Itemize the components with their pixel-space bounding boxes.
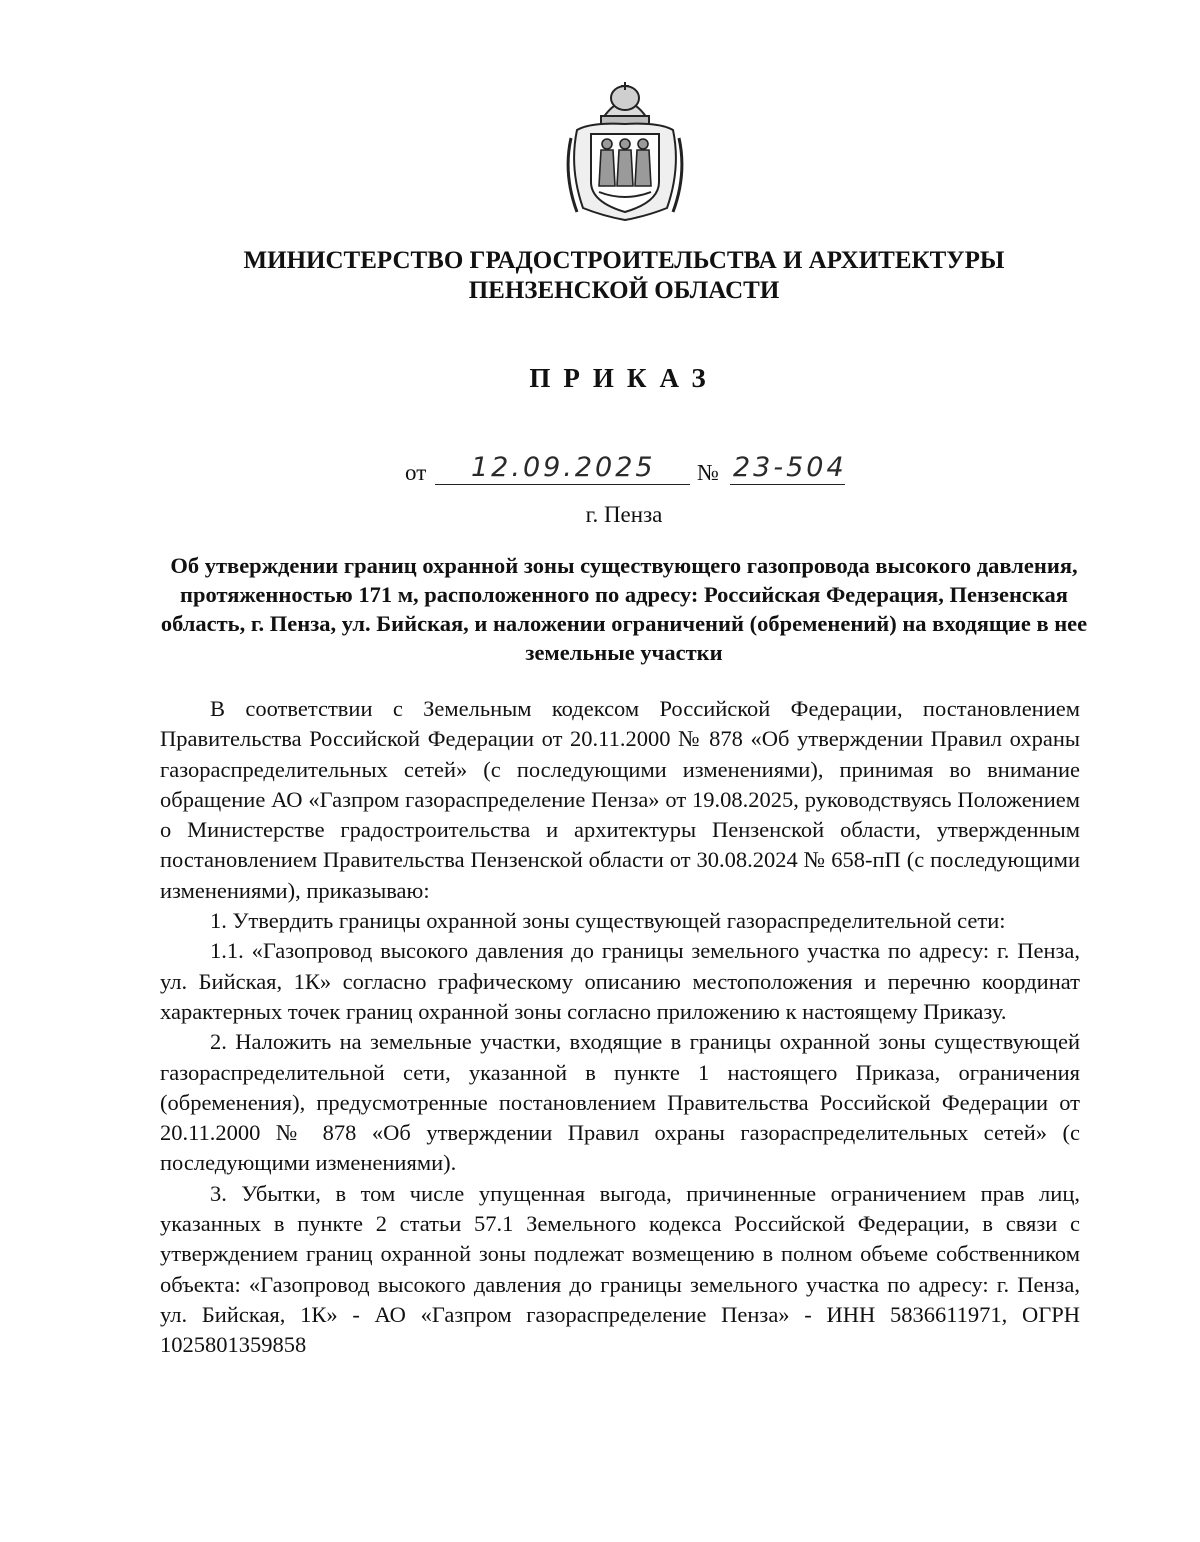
number-underline bbox=[730, 484, 845, 485]
item-3-paragraph: 3. Убытки, в том числе упущенная выгода, причиненные ограничением прав лиц, указанных в пункте 2 статьи 57.1 Земельного кодекса Российской Федерации, в связи с утверждением границ охранной зоны подлежат возмещению в полном объеме собственником объекта: «Газопровод высокого давления до границы земельного участка по адресу: г. Пенза, ул. Бийская, 1К» - АО «Газпром газораспределение Пенза» - ИНН 5836611971, ОГРН 1025801359858 bbox=[160, 1180, 1080, 1358]
ministry-name-line1: МИНИСТЕРСТВО ГРАДОСТРОИТЕЛЬСТВА И АРХИТЕКТУРЫ bbox=[243, 247, 1005, 274]
order-subject-heading: Об утверждении границ охранной зоны существующего газопровода высокого давления, протяженностью 171 м, расположенного по адресу: Российская Федерация, Пензенская область, г. Пенза, ул. Бийская, и наложении ограничений (обременений) на входящие в нее земельные участки bbox=[160, 553, 1088, 665]
coat-of-arms-icon bbox=[563, 78, 687, 223]
ministry-name-line2: ПЕНЗЕНСКОЙ ОБЛАСТИ bbox=[468, 277, 780, 304]
item-1-paragraph: 1. Утвердить границы охранной зоны существующей газораспределительной сети: bbox=[210, 908, 1006, 934]
date-underline bbox=[435, 484, 690, 485]
date-label: от bbox=[405, 460, 427, 485]
ministry-name bbox=[150, 246, 1098, 306]
item-1-1-paragraph: 1.1. «Газопровод высокого давления до границы земельного участка по адресу: г. Пенза, ул. Бийская, 1К» согласно графическому описанию местоположения и перечню координат характерных точек границ охранной зоны согласно приложению к настоящему Приказу. bbox=[160, 938, 1080, 1024]
preamble-paragraph: В соответствии с Земельным кодексом Российской Федерации, постановлением Правительства Российской Федерации от 20.11.2000 № 878 «Об утверждении Правил охраны газораспределительных сетей» (с последующими изменениями), принимая во внимание обращение АО «Газпром газораспределение Пенза» от 19.08.2025, руководствуясь Положением о Министерстве градостроительства и архитектуры Пензенской области, утвержденным постановлением Правительства Пензенской области от 30.08.2024 № 658-пП (с последующими изменениями), приказываю: bbox=[160, 696, 1080, 903]
date-value: 12.09.2025 bbox=[471, 452, 656, 483]
date-number-line bbox=[405, 454, 865, 490]
city-line: г. Пенза bbox=[585, 502, 663, 527]
item-2-paragraph: 2. Наложить на земельные участки, входящие в границы охранной зоны существующей газораспределительной сети, указанной в пункте 1 настоящего Приказа, ограничения (обременения), предусмотренные постановлением Правительства Российской Федерации от 20.11.2000 № 878 «Об утверждении Правил охраны газораспределительных сетей» (с последующими изменениями). bbox=[160, 1029, 1080, 1176]
number-label: № bbox=[697, 460, 719, 485]
document-type-title: ПРИКАЗ bbox=[529, 363, 719, 393]
number-value: 23-504 bbox=[733, 452, 847, 483]
order-body bbox=[160, 694, 1080, 1361]
